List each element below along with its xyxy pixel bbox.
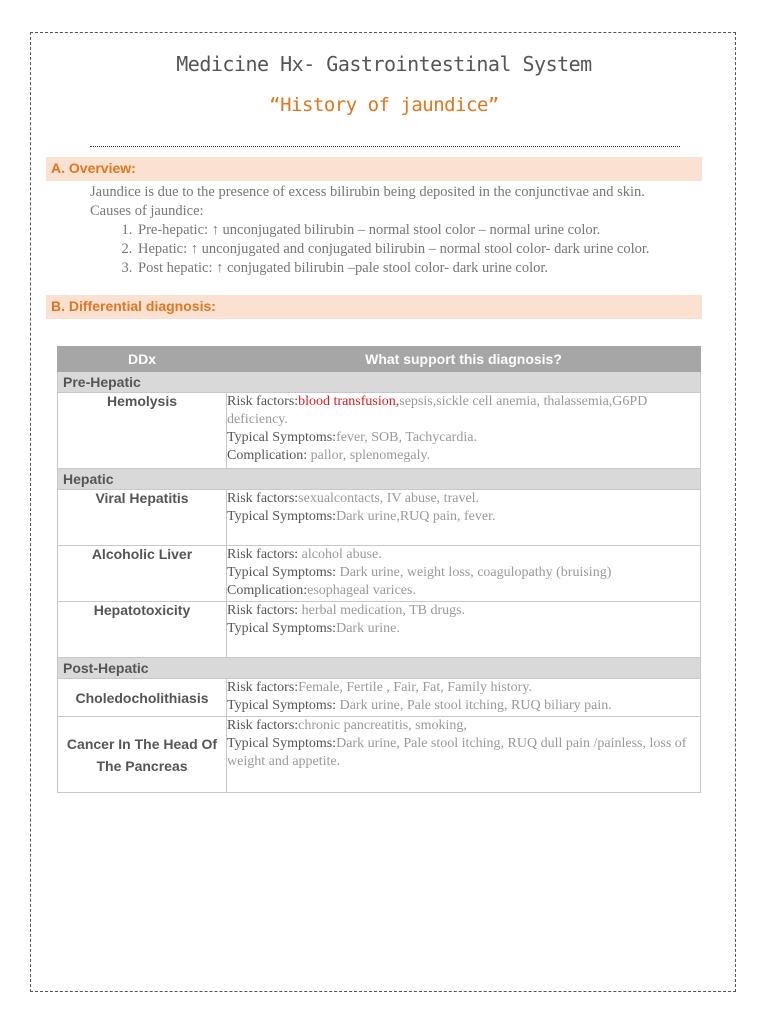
table-row [58,717,701,793]
overview-body [90,183,710,278]
ddx-name-choledocholithiasis: Choledocholithiasis [58,679,227,717]
table-row [58,393,701,469]
group-row [58,469,701,490]
group-pre-hepatic: Pre-Hepatic [58,372,701,393]
table-row [58,602,701,658]
ddx-name-viral-hepatitis: Viral Hepatitis [58,490,227,546]
rf-label: Risk factors: [227,491,299,506]
causes-list [90,221,710,278]
overview-intro: Jaundice is due to the presence of excess bilirubin being deposited in the conjunctivae and skin. [90,184,645,200]
rf-label: Risk factors: [227,603,302,618]
header-ddx: DDx [58,347,227,372]
cause-item: 3. Post hepatic: ↑ conjugated bilirubin –pale stool color- dark urine color. [136,259,710,278]
group-row [58,372,701,393]
causes-label: Causes of jaundice: [90,203,204,219]
ddx-heading: B. Differential diagnosis: [51,298,216,314]
ddx-section-bar [46,295,702,319]
comp-label: Complication: [227,583,308,598]
sym-label: Typical Symptoms: [227,736,337,751]
rf-label: Risk factors: [227,394,299,409]
group-post-hepatic: Post-Hepatic [58,658,701,679]
support-hepatotoxicity [227,602,701,658]
comp-label: Complication: [227,448,311,463]
support-hemolysis [227,393,701,469]
rf-value: alcohol abuse. [301,547,382,562]
comp-value: esophageal varices. [307,583,416,598]
cause-item: 1. Pre-hepatic: ↑ unconjugated bilirubin – normal stool color – normal urine color. [136,221,710,240]
support-choledocholithiasis [227,679,701,717]
sym-label: Typical Symptoms: [227,509,337,524]
page-subtitle: “History of jaundice” [269,94,499,116]
sym-value: Dark urine, weight loss, coagulopathy (bruising) [339,565,612,580]
title-divider [90,146,680,147]
support-pancreatic-cancer [227,717,701,793]
rf-value: sexualcontacts, IV abuse, travel. [298,491,480,506]
rf-value: sepsis,sickle cell anemia, thalassemia,G6PD deficiency. [227,394,648,427]
ddx-table [57,346,701,793]
cause-item: 2. Hepatic: ↑ unconjugated and conjugated bilirubin – normal stool color- dark urine color. [136,240,710,259]
rf-label: Risk factors: [227,680,299,695]
sym-label: Typical Symptoms: [227,621,337,636]
rf-value: chronic pancreatitis, smoking, [298,718,467,733]
sym-value: Dark urine, Pale stool itching, RUQ biliary pain. [339,698,612,713]
overview-section-bar [46,157,702,181]
comp-value: pallor, splenomegaly. [310,448,431,463]
ddx-name-pancreatic-cancer: Cancer In The Head Of The Pancreas [58,717,227,793]
page-title: Medicine Hx- Gastrointestinal System [176,52,592,76]
ddx-name-hemolysis: Hemolysis [58,393,227,469]
rf-label: Risk factors: [227,718,299,733]
table-header-row [58,347,701,372]
table-row [58,679,701,717]
group-hepatic: Hepatic [58,469,701,490]
sym-value: fever, SOB, Tachycardia. [336,430,477,445]
table-row [58,490,701,546]
support-viral-hepatitis [227,490,701,546]
group-row [58,658,701,679]
ddx-name-hepatotoxicity: Hepatotoxicity [58,602,227,658]
table-row [58,546,701,602]
ddx-name-alcoholic-liver: Alcoholic Liver [58,546,227,602]
rf-label: Risk factors: [227,547,302,562]
rf-value: herbal medication, TB drugs. [301,603,466,618]
sym-label: Typical Symptoms: [227,565,340,580]
sym-value: Dark urine, Pale stool itching, RUQ dull pain /painless, loss of weight and appetite. [227,736,687,769]
sym-label: Typical Symptoms: [227,698,340,713]
sym-value: Dark urine,RUQ pain, fever. [336,509,496,524]
rf-value: Female, Fertile , Fair, Fat, Family history. [298,680,532,695]
overview-heading: A. Overview: [51,160,136,176]
sym-value: Dark urine. [336,621,400,636]
header-support: What support this diagnosis? [227,347,701,372]
rf-highlight: blood transfusion, [298,394,400,409]
sym-label: Typical Symptoms: [227,430,337,445]
support-alcoholic-liver [227,546,701,602]
